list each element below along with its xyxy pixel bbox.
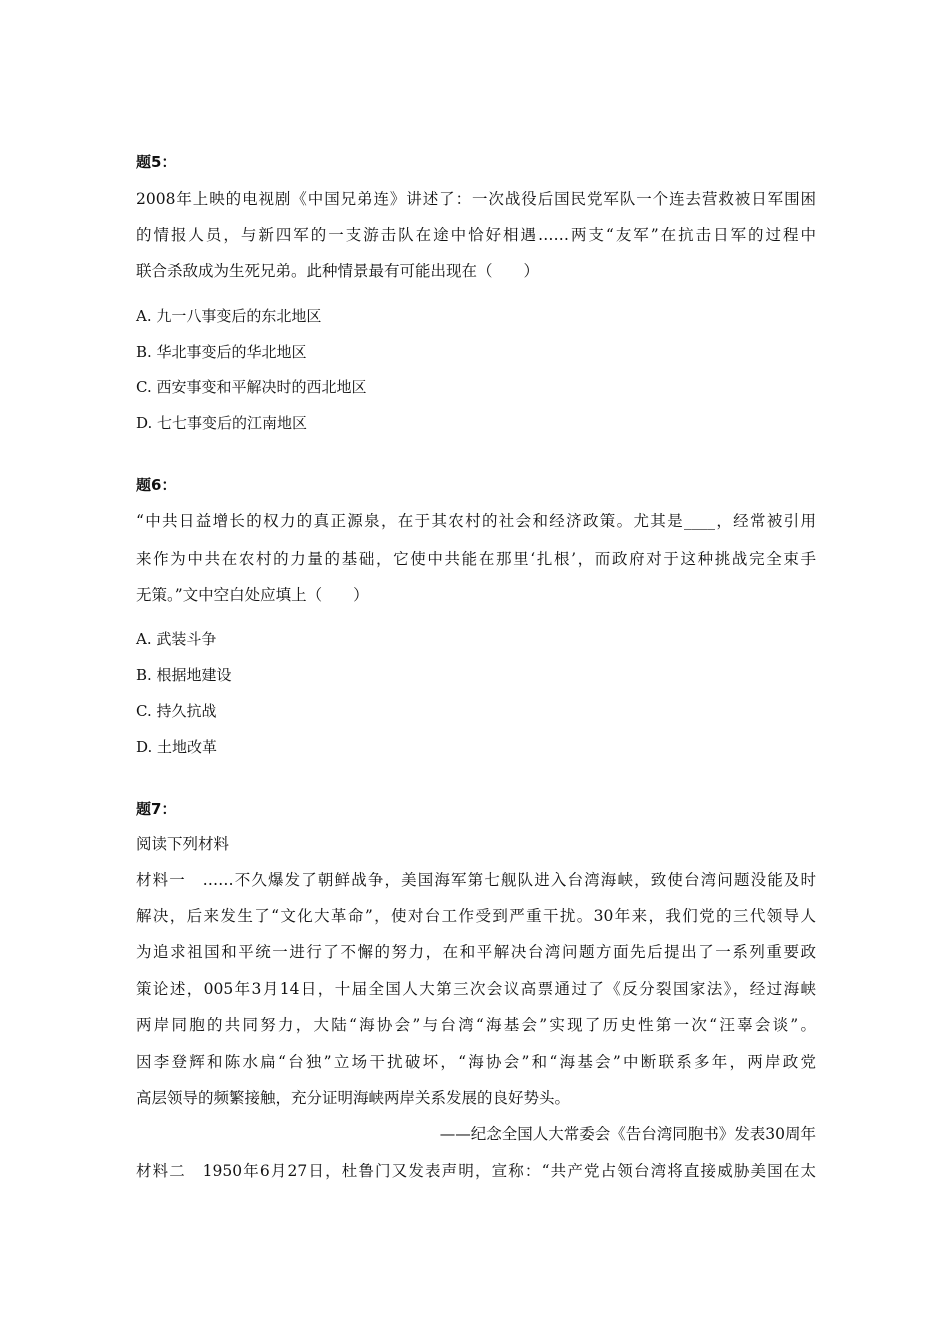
material-1-line-5: 两岸同胞的共同努力，大陆“海协会”与台湾“海基会”实现了历史性第一次“汪辜会谈”。 — [136, 1016, 816, 1034]
material-2-line-1: 材料二 1950年6月27日，杜鲁门又发表声明，宣称：“共产党占领台湾将直接威胁美国在太 — [136, 1162, 816, 1180]
material-1-line-6: 因李登辉和陈水扁“台独”立场干扰破坏，“海协会”和“海基会”中断联系多年，两岸政党 — [136, 1053, 816, 1071]
question-7-intro: 阅读下列材料 — [136, 835, 230, 853]
material-1-line-7: 高层领导的频繁接触，充分证明海峡两岸关系发展的良好势头。 — [136, 1089, 571, 1107]
question-6-option-c: C. 持久抗战 — [136, 702, 217, 720]
question-5-option-b: B. 华北事变后的华北地区 — [136, 343, 307, 361]
question-6-option-b: B. 根据地建设 — [136, 666, 232, 684]
question-6-option-d: D. 土地改革 — [136, 738, 218, 756]
question-5-text-line-3: 联合杀敌成为生死兄弟。此种情景最有可能出现在（ ） — [136, 262, 540, 280]
question-7-heading: 题7： — [136, 800, 177, 818]
material-1-line-3: 为追求祖国和平统一进行了不懈的努力，在和平解决台湾问题方面先后提出了一系列重要政 — [136, 943, 816, 961]
question-5-heading: 题5： — [136, 153, 177, 171]
material-1-line-4: 策论述，005年3月14日，十届全国人大第三次会议高票通过了《反分裂国家法》，经过海峡 — [136, 980, 816, 998]
question-5-option-d: D. 七七事变后的江南地区 — [136, 414, 308, 432]
question-5-option-c: C. 西安事变和平解决时的西北地区 — [136, 378, 367, 396]
question-6-text-line-2: 来作为中共在农村的力量的基础，它使中共能在那里‘扎根’，而政府对于这种挑战完全束手 — [136, 550, 816, 568]
question-5-option-a: A. 九一八事变后的东北地区 — [136, 307, 322, 325]
question-6-text-line-3: 无策。”文中空白处应填上（ ） — [136, 586, 369, 604]
material-1-line-1: 材料一 ……不久爆发了朝鲜战争，美国海军第七舰队进入台湾海峡，致使台湾问题没能及时 — [136, 871, 816, 889]
question-6-option-a: A. 武装斗争 — [136, 630, 217, 648]
material-1-source: ——纪念全国人大常委会《告台湾同胞书》发表30周年 — [439, 1125, 816, 1143]
question-6-text-line-1: “中共日益增长的权力的真正源泉，在于其农村的社会和经济政策。尤其是____，经常被引用 — [136, 512, 816, 530]
question-6-heading: 题6： — [136, 476, 177, 494]
material-1-line-2: 解决，后来发生了“文化大革命”，使对台工作受到严重干扰。30年来，我们党的三代领导人 — [136, 907, 816, 925]
question-5-text-line-2: 的情报人员，与新四军的一支游击队在途中恰好相遇……两支“友军”在抗击日军的过程中 — [136, 226, 816, 244]
question-5-text-line-1: 2008年上映的电视剧《中国兄弟连》讲述了：一次战役后国民党军队一个连去营救被日军围困 — [136, 190, 816, 208]
